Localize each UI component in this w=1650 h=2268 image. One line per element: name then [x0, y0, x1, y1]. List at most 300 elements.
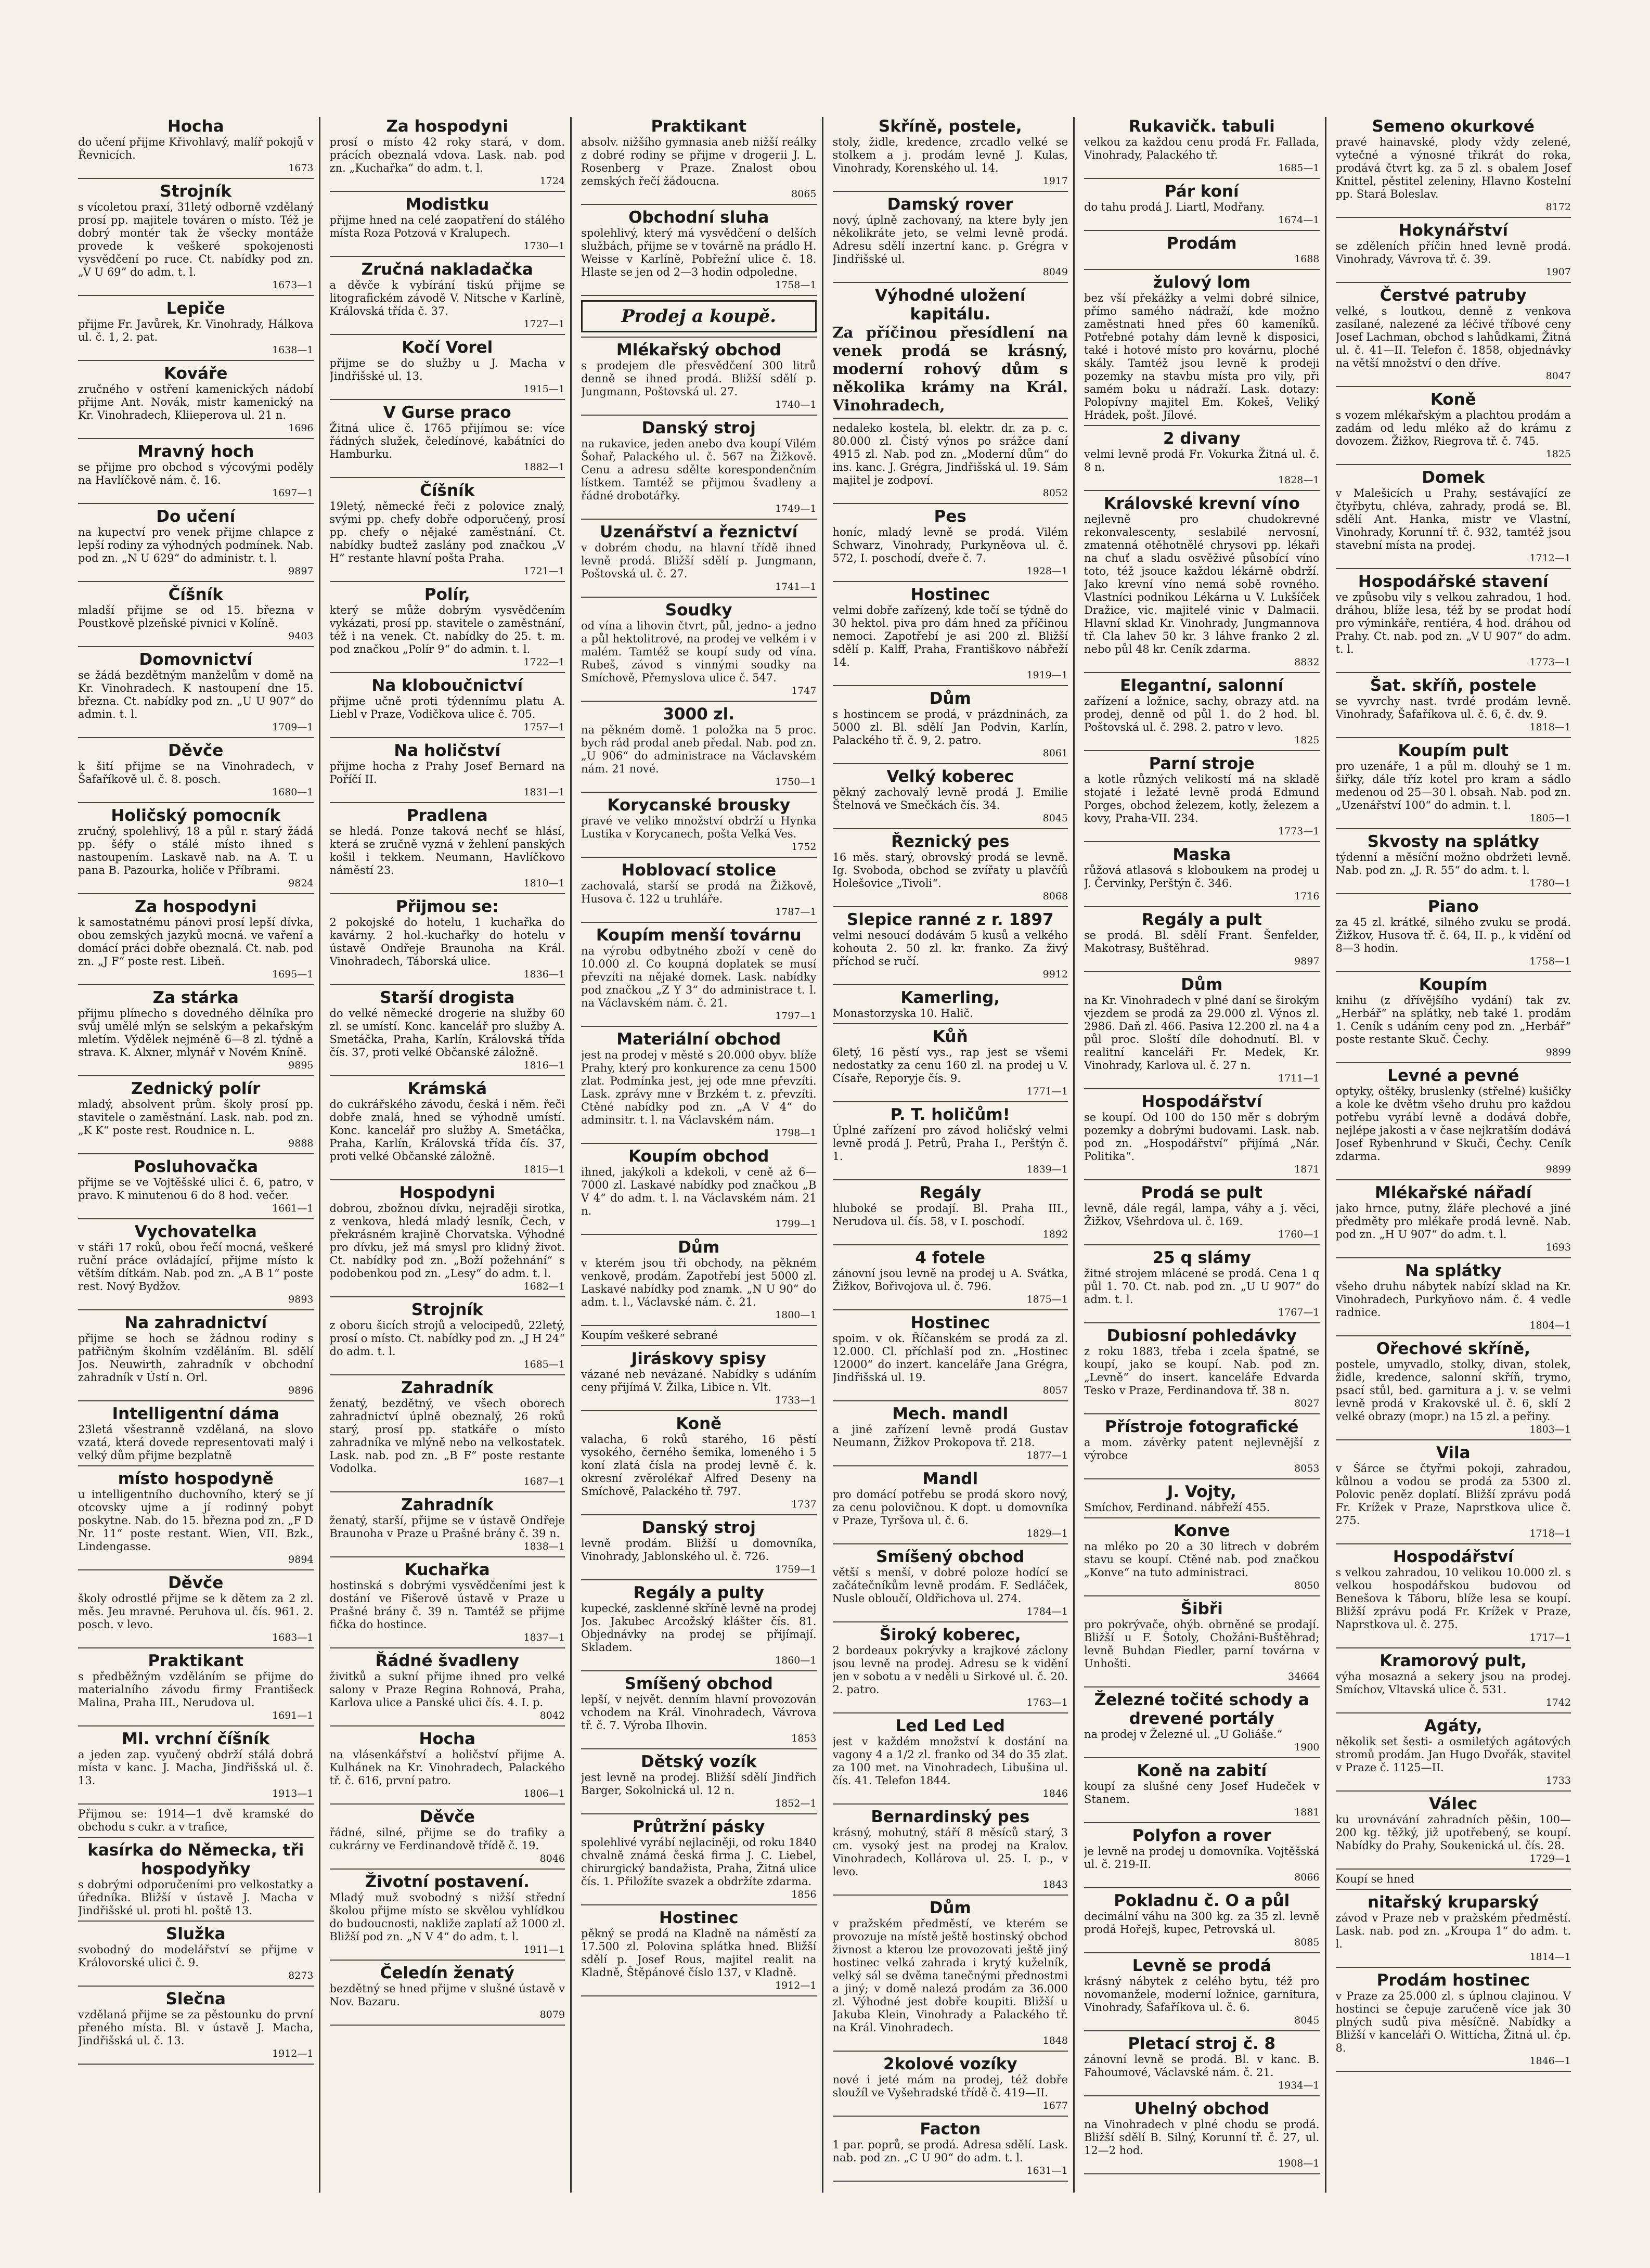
ad-body: krásný, mohutný, stáří 8 měsíců starý, 3 cm. vysoký jest na prodej na Kralov. Vinohradech, Kollárova ul. 25. I. p., v levo.: [832, 1826, 1068, 1878]
classified-ad: [1336, 117, 1571, 214]
ad-title: Válec: [1429, 1795, 1478, 1813]
ad-title: Dům: [678, 1238, 720, 1257]
ad-body: Mladý muž svobodný s nižší střední školou přijme místo se skvělou vyhlídkou do budoucnosti, nakliže zaplatí až 1000 zl. Bližší pod zn. „N V 4“ do adm. t. l.: [329, 1891, 565, 1943]
ad-divider: [1084, 1686, 1320, 1687]
ad-divider: [330, 334, 565, 335]
ad-title: Bernardinský pes: [871, 1808, 1030, 1826]
ad-body: a jeden zap. vyučený obdrží stálá dobrá místa v kanc. J. Macha, Jindřišská ul. č. 13.: [78, 1748, 314, 1787]
ad-body: na kupectví pro venek přijme chlapce z lepší rodiny za výhodných podmínek. Nab. pod zn. „N U 629“ do administr. t. l.: [78, 526, 314, 564]
ad-reference-number: 1912—1: [272, 2048, 314, 2059]
ad-divider: [330, 581, 565, 582]
classified-ad: [833, 988, 1068, 1020]
ad-reference-number: 1631—1: [1026, 2165, 1068, 2176]
ad-title: Koně: [676, 1414, 722, 1433]
ad-divider: [581, 597, 817, 598]
classified-ad: [581, 705, 817, 789]
classified-ad: [330, 676, 565, 734]
ad-body: velmi levně prodá Fr. Vokurka Žitná ul. č. 8 n.: [1084, 448, 1320, 473]
classified-ad: [78, 988, 314, 1072]
ad-title: Kočí Vorel: [402, 338, 493, 357]
ad-body: pěkný se prodá na Kladně na náměstí za 17.500 zl. Polovina splátka hned. Bližší sdělí p. Josef Rous, majitel realit na Kladně, Štěpánové číslo 137, v Kladně.: [581, 1927, 817, 1979]
ad-body: decimální váhu na 300 kg. za 35 zl. levně prodá Hořejš, kupec, Petrovská ul.: [1084, 1910, 1320, 1936]
ad-divider: [833, 191, 1068, 192]
ad-title: Polyfon a rover: [1132, 1826, 1271, 1845]
ad-body: týdenní a měsíční možno obdržeti levně. Nab. pod zn. „J. R. 55“ do adm. t. l.: [1335, 851, 1571, 877]
ad-reference-number: 1800—1: [775, 1309, 817, 1321]
ad-reference-number: 1737: [791, 1499, 817, 1510]
ad-divider: [1336, 828, 1571, 829]
classified-ad: [78, 1157, 314, 1215]
ad-body: v kterém jsou tři obchody, na pěkném venkově, prodám. Zapotřebí jest 5000 zl. Laskavé nabídky pod znamk. „N U 90“ do adm. t. l., Václavské nám. č. 21.: [581, 1257, 817, 1308]
ad-divider: [1084, 1088, 1320, 1089]
classified-ad: [78, 1990, 314, 2060]
ad-divider: [78, 1218, 314, 1219]
ad-divider: [581, 1813, 817, 1814]
ad-body: jest levně na prodej. Bližší sdělí Jindřich Barger, Sokolnická ul. 12 n.: [581, 1771, 817, 1797]
ad-reference-number: 8273: [288, 1970, 314, 1981]
ad-reference-number: 1712—1: [1529, 552, 1571, 564]
ad-divider: [1084, 1757, 1320, 1758]
classified-ad: [1336, 975, 1571, 1059]
ad-title: Soudky: [665, 601, 732, 620]
classified-ad: [833, 910, 1068, 981]
ad-divider: [1084, 2095, 1320, 2096]
ad-divider: [78, 1803, 314, 1805]
ad-title: Na kloboučnictví: [371, 676, 523, 695]
classified-ad: [1084, 494, 1320, 669]
ad-divider: [1084, 1413, 1320, 1414]
ad-divider: [833, 1543, 1068, 1544]
ad-body: na mléko po 20 a 30 litrech v dobrém stavu se koupí. Ctěné nab. pod značkou „Konve“ na tuto administraci.: [1084, 1540, 1320, 1579]
ad-divider: [330, 191, 565, 192]
ad-reference-number: 1831—1: [523, 787, 565, 798]
ad-body: pro pokrývače, ohýb. obrněné se prodají. Bližší u F. Šotoly, Chožáni-Buštěhrad; levně Buhdan Fiedler, parní továrna v Unhošti.: [1084, 1618, 1320, 1670]
ad-reference-number: 1837—1: [523, 1632, 565, 1643]
ad-divider: [833, 1465, 1068, 1466]
ad-title: Hocha: [419, 1730, 476, 1748]
ad-body: spoim. v ok. Říčanském se prodá za zl. 12.000. Cl. příchlaší pod zn. „Hostinec 12000“ do inzert. kanceláře Jana Grégra, Jindřišská ul. 19.: [832, 1332, 1068, 1384]
classified-ad: [581, 1752, 817, 1810]
classified-ad: [78, 585, 314, 643]
classified-ad: [833, 422, 1068, 500]
classified-ad: [833, 1548, 1068, 1618]
ad-body: přijme se hoch se žádnou rodiny s patřičným školním vzděláním. Bl. sdělí Jos. Neuwirth, zahradník v obchodní zahradník v Ústí n. Orl.: [78, 1332, 314, 1384]
ad-body: výha mosazná a sekery jsou na prodej. Smíchov, Vltavská ulice č. 531.: [1335, 1670, 1571, 1696]
ad-body: u intelligentního duchovního, který se jí otcovsky ujme a jí rodinný pobyt poskytne. Nab. do 15. března pod zn. „F D Nr. 11“ poste restant. Wien, VII. Bzk., Lindengasse.: [78, 1488, 314, 1553]
ad-body: ku urovnávání zahradních pěšin, 100—200 kg. těžký, již upotřebený, se koupí. Nabídky do Prahy, Soukenická ul. čís. 28.: [1335, 1813, 1571, 1852]
ad-reference-number: 1806—1: [523, 1788, 565, 1799]
ad-title: Děvče: [419, 1808, 475, 1826]
ad-body: v dobrém chodu, na hlavní třídě ihned levně prodá. Bližší sdělí p. Jungmann, Poštovská ul. č. 27.: [581, 542, 817, 580]
ad-divider: [1084, 1887, 1320, 1888]
ad-title: Číšník: [168, 585, 223, 604]
ad-reference-number: 1680—1: [272, 787, 314, 798]
ad-reference-number: 1856: [791, 1889, 817, 1900]
ad-title: Obchodní sluha: [628, 208, 769, 227]
ad-reference-number: 9403: [288, 630, 314, 642]
ad-title: Polír,: [424, 585, 470, 604]
classified-ad: [330, 117, 565, 188]
ad-divider: [330, 1556, 565, 1557]
classified-ad: [330, 806, 565, 890]
ad-divider: [581, 295, 817, 296]
ad-divider: [833, 984, 1068, 985]
classified-ad: [78, 1925, 314, 1982]
classified-ad: [1084, 845, 1320, 903]
ad-body: a mom. závěrky patent nejlevnější z výrobce: [1084, 1436, 1320, 1462]
ad-reference-number: 1758—1: [1529, 956, 1571, 967]
ad-divider: [1336, 971, 1571, 972]
ad-reference-number: 1741—1: [775, 581, 817, 592]
ad-title: Skvosty na splátky: [1367, 832, 1539, 851]
ad-reference-number: 8052: [1042, 487, 1068, 499]
ad-divider: [833, 2116, 1068, 2117]
ad-divider: [1084, 1179, 1320, 1180]
ad-reference-number: 9896: [288, 1385, 314, 1396]
ad-divider: [581, 1514, 817, 1515]
ad-divider: [1084, 2030, 1320, 2031]
classified-ad: [1084, 273, 1320, 422]
ad-body: Úplné zařízení pro závod holičský velmi levně prodá J. Petrů, Praha I., Perštýn č. 1.: [832, 1124, 1068, 1163]
classified-ad: [1336, 1717, 1571, 1787]
ad-reference-number: 1763—1: [1026, 1697, 1068, 1708]
ad-divider: [581, 701, 817, 702]
classified-ad: [1084, 429, 1320, 487]
ad-body: řádné, silné, přijme se do trafiky a cukrárny ve Ferdinandově třídě č. 19.: [329, 1826, 565, 1852]
ad-body: přijme se do služby u J. Macha v Jindřišské ul. 13.: [329, 357, 565, 382]
ad-divider: [78, 1153, 314, 1154]
classified-ad: [581, 926, 817, 1023]
ad-body: s dobrými odporučeními pro velkostatky a úředníka. Bližší v ústavě J. Macha v Jindřišské ul. proti hl. poště 13.: [78, 1878, 314, 1917]
ad-divider: [1084, 906, 1320, 907]
ad-reference-number: 1934—1: [1278, 2080, 1320, 2091]
ad-reference-number: 1900: [1294, 1742, 1320, 1753]
classified-ad: [1336, 572, 1571, 669]
ad-divider: [78, 1837, 314, 1838]
ad-reference-number: 8061: [1042, 748, 1068, 759]
ad-reference-number: 1711—1: [1278, 1073, 1320, 1084]
ad-title: Praktikant: [651, 117, 746, 136]
ad-body: zručného v ostření kamenických nádobí přijme Ant. Novák, mistr kamenický na Kr. Vinohradech, Kliieperova ul. 21 n.: [78, 383, 314, 421]
ad-divider: [330, 1075, 565, 1076]
ad-body: 16 měs. starý, obrovský prodá se levně. Ig. Svoboda, obchod se zvířaty u plavčíů Holešovice „Tivoli“.: [832, 851, 1068, 890]
ad-title: Zručná nakladačka: [361, 260, 533, 279]
ad-column: [1084, 117, 1326, 2193]
ad-divider: [1084, 1822, 1320, 1823]
ad-divider: [78, 984, 314, 985]
ad-divider: [78, 1921, 314, 1922]
ad-divider: [833, 1803, 1068, 1805]
ad-title: Služka: [165, 1925, 226, 1943]
classified-ad: [78, 1841, 314, 1917]
ad-title: Hospodyni: [399, 1183, 495, 1202]
ad-title: Mech. mandl: [892, 1404, 1009, 1423]
ad-body: nový, úplně zachovaný, na ktere byly jen několikráte jeto, se velmi levně prodá. Adresu sdělí inzertní kanc. p. Grégra v Jindřišské ul.: [832, 214, 1068, 265]
ad-title: Řádné švadleny: [375, 1652, 520, 1670]
ad-reference-number: 1740—1: [775, 399, 817, 410]
ad-body: v Praze za 25.000 zl. s úplnou clajinou. V hostinci se čepuje zaručeně více jak 30 plných sudů piva měsíčně. Nabídky a Bližší v kanceláři O. Wittícha, Žitná ul. čp. 8.: [1335, 1990, 1571, 2054]
classified-ad: [581, 341, 817, 411]
ad-divider: [1084, 750, 1320, 751]
ad-title: Posluhovačka: [133, 1157, 259, 1176]
classified-ad: [581, 1414, 817, 1511]
ad-divider: [1336, 1439, 1571, 1440]
ad-divider: [78, 1400, 314, 1401]
ad-reference-number: 1913—1: [272, 1788, 314, 1799]
classified-ad: [833, 2120, 1068, 2177]
ad-body: přijme hned na celé zaopatření do stálého místa Roza Potzová v Kralupech.: [329, 214, 565, 239]
classified-ad: [833, 1808, 1068, 1891]
ad-divider: [1084, 1478, 1320, 1479]
ad-reference-number: 1693: [1545, 1242, 1571, 1253]
ad-title: Regály: [919, 1183, 982, 1202]
section-heading-box: [581, 300, 817, 332]
ad-body: je levně na prodej u domovníka. Vojtěšská ul. č. 219-II.: [1084, 1845, 1320, 1871]
classified-ad: [78, 1222, 314, 1306]
classified-ad: [833, 195, 1068, 279]
ad-title: Hoblovací stolice: [621, 861, 776, 880]
ad-title: Vila: [1436, 1444, 1471, 1462]
ad-body: v stáři 17 roků, obou řečí mocná, veškeré ruční práce ovládající, přijme místo k větším dítkám. Nab. pod zn. „A B 1“ poste rest. Nový Bydžov.: [78, 1241, 314, 1293]
ad-reference-number: 9888: [288, 1138, 314, 1149]
ad-body: knihu (z dřívějšího vydání) tak zv. „Herbář“ na splátky, neb také 1. prodám 1. Ceník s udáním ceny pod zn. „Herbář“ poste restante Skuč. Čechy.: [1335, 994, 1571, 1046]
ad-reference-number: 1804—1: [1529, 1320, 1571, 1331]
classified-ad: [833, 689, 1068, 760]
ad-title: V Gurse praco: [383, 403, 511, 422]
ad-title: Strojník: [160, 182, 232, 201]
ad-title: Hospodářství: [1393, 1548, 1514, 1566]
ad-divider: [1084, 490, 1320, 491]
ad-reference-number: 1722—1: [523, 656, 565, 668]
ad-reference-number: 1852—1: [775, 1798, 817, 1809]
ad-title: Mlékařský obchod: [616, 341, 781, 359]
ad-title: Koupím menší továrnu: [596, 926, 802, 945]
ad-reference-number: 1682—1: [523, 1281, 565, 1292]
classified-ad: [330, 1873, 565, 1956]
ad-title: Smíšený obchod: [624, 1674, 773, 1693]
ad-divider: [1336, 568, 1571, 569]
ad-body: do učení přijme Křivohlavý, malíř pokojů v Řevnicích.: [78, 136, 314, 161]
ad-body: s hostincem se prodá, v prázdninách, za 5000 zl. Bl. sdělí Jan Podvin, Karlín, Palackého tř. č. 9, 2. patro.: [832, 708, 1068, 746]
classified-ad: [833, 1313, 1068, 1397]
ad-body: jako hrnce, putny, žláře plechové a jiné předměty pro mlékaře prodá levně. Nab. pod zn. „H U 907“ do adm. t. l.: [1335, 1202, 1571, 1241]
ad-title: Hostinec: [910, 1313, 990, 1332]
classified-ad: [1336, 1066, 1571, 1176]
classified-ad: [1084, 1826, 1320, 1884]
ad-reference-number: 1825: [1545, 448, 1571, 460]
ad-body: jest v každém množství k dostání na vagony 4 a 1/2 zl. franko od 34 do 35 zlat. za 100 met. na Vinohradech, Libušina ul. čís. 41. Telefon 1844.: [832, 1735, 1068, 1787]
ad-title: Mlékařské nářadí: [1375, 1183, 1532, 1202]
ad-reference-number: 1683—1: [272, 1632, 314, 1643]
ad-body: do cukrářského závodu, česká i něm. řeči dobře znalá, hned se výhodně umístí. Konc. kancelář pro služby A. Smetáčka, Praha, Karlín, Královská třída čís. 37, proti velké Občanské záložně.: [329, 1098, 565, 1163]
classified-ad: [1336, 468, 1571, 565]
ad-body: zachovalá, starší se prodá na Žižkově, Husova č. 122 u truhláře.: [581, 880, 817, 905]
ad-divider: [330, 1803, 565, 1805]
classified-ad: [1084, 1691, 1320, 1754]
ad-reference-number: 8047: [1545, 370, 1571, 382]
ad-body: nejlevně pro chudokrevné rekonvalescenty, seslabilé nervosní, zmatenná otěhotnělé chrysovi pp. lékaři na chuť a sladu osvěživé působící víno toto, též jsouce každou lékárně obdrží. Jako krevní víno nemá sobě rovného. Vlastníci podnikou Lékárna u V. Lukšíček Dražice, vic. majitelé vinic v Dalmacii. Hlavní sklad Kr. Vinohrady, Jungmannova tř. Cla lahev 50 kr. 3 láhve franko 2 zl. nebo půl 48 kr. Ceník zdarma.: [1084, 513, 1320, 655]
classified-ad: [581, 1583, 817, 1667]
ad-title: Děvče: [168, 1574, 224, 1592]
ad-reference-number: 1695—1: [272, 969, 314, 980]
ad-reference-number: 1717—1: [1529, 1632, 1571, 1643]
ad-reference-number: 1803—1: [1529, 1424, 1571, 1435]
ad-divider: [833, 1244, 1068, 1245]
ad-divider: [1336, 737, 1571, 738]
ad-divider: [833, 1712, 1068, 1713]
ad-reference-number: 1798—1: [775, 1127, 817, 1139]
ad-divider: [330, 1868, 565, 1870]
ad-body: mladý, absolvent prům. školy prosí pp. stavitele o zaměstnání. Lask. nab. pod zn. „K K“ poste rest. Roudnice n. L.: [78, 1098, 314, 1137]
ad-reference-number: 1877—1: [1026, 1450, 1068, 1461]
ad-body: ihned, jakýkoli a kdekoli, v ceně až 6—7000 zl. Laskavé nabídky pod značkou „B V 4“ do adm. t. l. na Václavském nám. 21 n.: [581, 1166, 817, 1217]
ad-body: Koupím veškeré sebrané: [581, 1329, 718, 1342]
ad-body: 19letý, německé řeči z polovice znalý, svými pp. chefy dobře odporučený, prosí pp. chefy o nějaké zaměstnání. Ct. nabídky budtež zaslány pod značkou „V H“ restante hlavní pošta Praha.: [329, 500, 565, 564]
ad-reference-number: 1749—1: [775, 503, 817, 514]
ad-body: v Šárce se čtyřmi pokoji, zahradou, kůlnou a vodou se prodá za 5300 zl. Polovic peněz doplatí. Bližší zprávu podá Fr. Krížek v Praze, Naprstkova ulice č. 275.: [1335, 1462, 1571, 1527]
classified-ad: [330, 260, 565, 331]
ad-divider: [1336, 217, 1571, 218]
ad-divider: [1336, 1967, 1571, 1968]
classified-ad: [78, 507, 314, 578]
ad-body: mladší přijme se od 15. března v Poustkově plzeňské pivnici v Kolíně.: [78, 604, 314, 629]
ad-title: Dubiosní pohledávky: [1106, 1326, 1297, 1345]
ad-title: Koupím pult: [1398, 741, 1509, 760]
ad-reference-number: 1825: [1294, 734, 1320, 746]
ad-divider: [78, 1569, 314, 1570]
ad-title: Dům: [929, 1899, 971, 1917]
ad-reference-number: 1674—1: [1278, 214, 1320, 226]
ad-title: Danský stroj: [641, 1518, 756, 1537]
ad-divider: [833, 1400, 1068, 1401]
classified-ad: [1084, 2099, 1320, 2170]
ad-body: na pěkném domě. 1 položka na 5 proc. bych rád prodal aneb předal. Nab. pod zn. „U 906“ do administrace na Václavském nám. 21 nové.: [581, 724, 817, 775]
ad-reference-number: 1882—1: [523, 461, 565, 473]
classified-ad: [1084, 1522, 1320, 1592]
ad-title: Slečna: [165, 1990, 226, 2008]
classified-ad: [330, 1730, 565, 1800]
ad-divider: [581, 1345, 817, 1346]
ad-reference-number: 1912—1: [775, 1980, 817, 1991]
classified-ad: [330, 1378, 565, 1488]
ad-reference-number: 8049: [1042, 266, 1068, 278]
ad-reference-number: 1908—1: [1278, 2158, 1320, 2169]
ad-divider: [833, 1023, 1068, 1024]
ad-body: velmi nesoucí dodávám 5 kusů a velkého kohouta 2. 50 zl. kr. franko. Za živý příchod se ručí.: [832, 929, 1068, 968]
ad-title: Hospodářské stavení: [1358, 572, 1549, 591]
ad-body: který se může dobrým vysvědčením vykázati, prosí pp. stavitele o zaměstnání, též i na venek. Ct. nabídky do 25. t. m. pod značkou „Polír 9“ do admin. t. l.: [329, 604, 565, 655]
ad-divider: [330, 802, 565, 803]
ad-title: Královské krevní víno: [1103, 494, 1300, 513]
classified-ad: [330, 195, 565, 253]
ad-divider: [1084, 230, 1320, 231]
ad-title: Prodej a koupě.: [621, 306, 777, 327]
ad-body: k samostatnému pánovi prosí lepší dívka, obou zemských jazyků mocná. ve vaření a domácí práci dobře obeznalá. Ct. nab. pod zn. „J F“ poste rest. Libeň.: [78, 916, 314, 968]
ad-title: Koupím: [1419, 975, 1488, 994]
ad-body: na prodej v Železné ul. „U Goliáše.“: [1084, 1728, 1283, 1741]
classified-ad: [1084, 676, 1320, 747]
classified-ad: [833, 286, 1068, 415]
ad-reference-number: 9824: [288, 878, 314, 889]
ad-title: Korycanské brousky: [607, 796, 791, 815]
ad-divider: [1336, 1062, 1571, 1063]
classified-ad: [78, 897, 314, 981]
ad-divider: [833, 1179, 1068, 1180]
classified-ad: [330, 1964, 565, 2021]
ad-divider: [833, 2181, 1068, 2182]
ad-divider: [1336, 1335, 1571, 1336]
classified-ad: [581, 1909, 817, 1992]
ad-title: Zednický polír: [131, 1079, 261, 1098]
ad-reference-number: 1838—1: [523, 1541, 565, 1552]
classified-ad: [78, 806, 314, 890]
ad-reference-number: 1696: [288, 422, 314, 434]
ad-reference-number: 1875—1: [1026, 1294, 1068, 1305]
ad-divider: [1336, 386, 1571, 387]
ad-reference-number: 1685—1: [523, 1359, 565, 1370]
classified-ad: [833, 585, 1068, 682]
ad-reference-number: 8068: [1042, 891, 1068, 902]
ad-divider: [330, 984, 565, 985]
ad-body: Smíchov, Ferdinand. nábřeží 455.: [1084, 1501, 1270, 1514]
ad-divider: [1336, 1712, 1571, 1713]
ad-body: s vícoletou praxí, 31letý odborně vzdělaný prosí pp. majitele továren o místo. Též je dobrý montér tak že všecky montáže provede k veškeré spokojenosti vysvědčení po ruce. Ct. nabídky pod zn. „V U 69“ do adm. t. l.: [78, 201, 314, 278]
ad-title: Holičský pomocník: [111, 806, 281, 825]
ad-body: postele, umyvadlo, stolky, divan, stolek, židle, kredence, salonní skříň, trymo, psací stůl, bed. garnitura a j. v. se velmi levně prodá v Krakovské ul. č. 6, sklí 2 velké obrazy (mopr.) na 15 zl. a peřiny.: [1335, 1358, 1571, 1423]
ad-divider: [1084, 178, 1320, 179]
ad-reference-number: 1742: [1545, 1697, 1571, 1708]
ad-body: 1 par. poprů, se prodá. Adresa sdělí. Lask. nab. pod zn. „C U 90“ do adm. t. l.: [832, 2138, 1068, 2164]
classified-ad: [1336, 1261, 1571, 1332]
ad-body: jest na prodej v městě s 20.000 obyv. blíže Prahy, který pro konkurence za cenu 1500 zlat. Podmínka jest, jej ode mne převzíti. Lask. zprávy mne v Brzkém t. z. převzíti. Ctěné nabídky pod zn. „A V 4“ do adminsitr. t. l. na Václavském nám.: [581, 1049, 817, 1126]
ad-title: Pes: [934, 507, 966, 526]
ad-title: Na zahradnictví: [124, 1313, 267, 1332]
classified-ad: [833, 507, 1068, 578]
ad-title: Šat. skříň, postele: [1370, 676, 1537, 695]
ad-body: krásný nábytek z celého bytu, též pro novomanžele, moderní ložnice, garnitura, Vinohrady, Šafaříkova ul. č. 6.: [1084, 1975, 1320, 2014]
ad-title: Domek: [1422, 468, 1485, 487]
ad-title: Široký koberec,: [879, 1626, 1021, 1644]
ad-body: pravé ve veliko množství obdrží u Hynka Lustika v Korycanech, pošta Velká Ves.: [581, 815, 817, 840]
ad-reference-number: 1892: [1042, 1229, 1068, 1240]
ad-reference-number: 1673: [288, 162, 314, 174]
ad-title: Praktikant: [148, 1652, 243, 1670]
ad-divider: [1336, 2071, 1571, 2072]
ad-reference-number: 1815—1: [523, 1164, 565, 1175]
ad-title: Maska: [1172, 845, 1231, 864]
ad-reference-number: 1853: [791, 1733, 817, 1744]
ad-divider: [581, 1748, 817, 1749]
ad-reference-number: 1799—1: [775, 1218, 817, 1230]
classified-ad: [581, 861, 817, 919]
ad-title: Slepice ranné z r. 1897: [846, 910, 1054, 929]
ad-body: přijme hocha z Prahy Josef Bernard na Poříčí II.: [329, 760, 565, 785]
ad-body: několik set šesti- a osmiletých agátových stromů prodám. Jan Hugo Dvořák, stavitel v Praze č. 1125—II.: [1335, 1735, 1571, 1774]
ad-body: přijme Fr. Javůrek, Kr. Vinohrady, Hálkova ul. č. 1, 2. pat.: [78, 318, 314, 343]
ad-body: přijme se ve Vojtěšské ulici č. 6, patro, v pravo. K minutenou 6 do 8 hod. večer.: [78, 1176, 314, 1202]
ad-reference-number: 1871: [1294, 1164, 1320, 1175]
ad-divider: [330, 1960, 565, 1961]
ad-reference-number: 8042: [539, 1710, 565, 1721]
ad-title: Výhodné uložení kapitálu.: [875, 286, 1026, 324]
ad-title: Za hospodyni: [134, 897, 257, 916]
ad-body: velké, s loutkou, denně z venkova zasílané, nalezené za léčivé tříbové ceny Josef Lachman, obchod s lahůdkami, Žitná ul. č. 41—II. Telefon č. 1858, objednávky na větší množství o den dříve.: [1335, 305, 1571, 369]
ad-divider: [330, 1491, 565, 1492]
ad-divider: [833, 1101, 1068, 1102]
ad-body: 6letý, 16 pěstí vys., rap jest se všemi nedostatky za cenu 160 zl. na prodej u V. Císaře, Reporyje čís. 9.: [832, 1046, 1068, 1085]
ad-body: 23letá všestranně vzdělaná, na slovo vzatá, která dovede representovati malý i velký dům přijme bezplatně: [78, 1423, 314, 1462]
ad-divider: [78, 178, 314, 179]
